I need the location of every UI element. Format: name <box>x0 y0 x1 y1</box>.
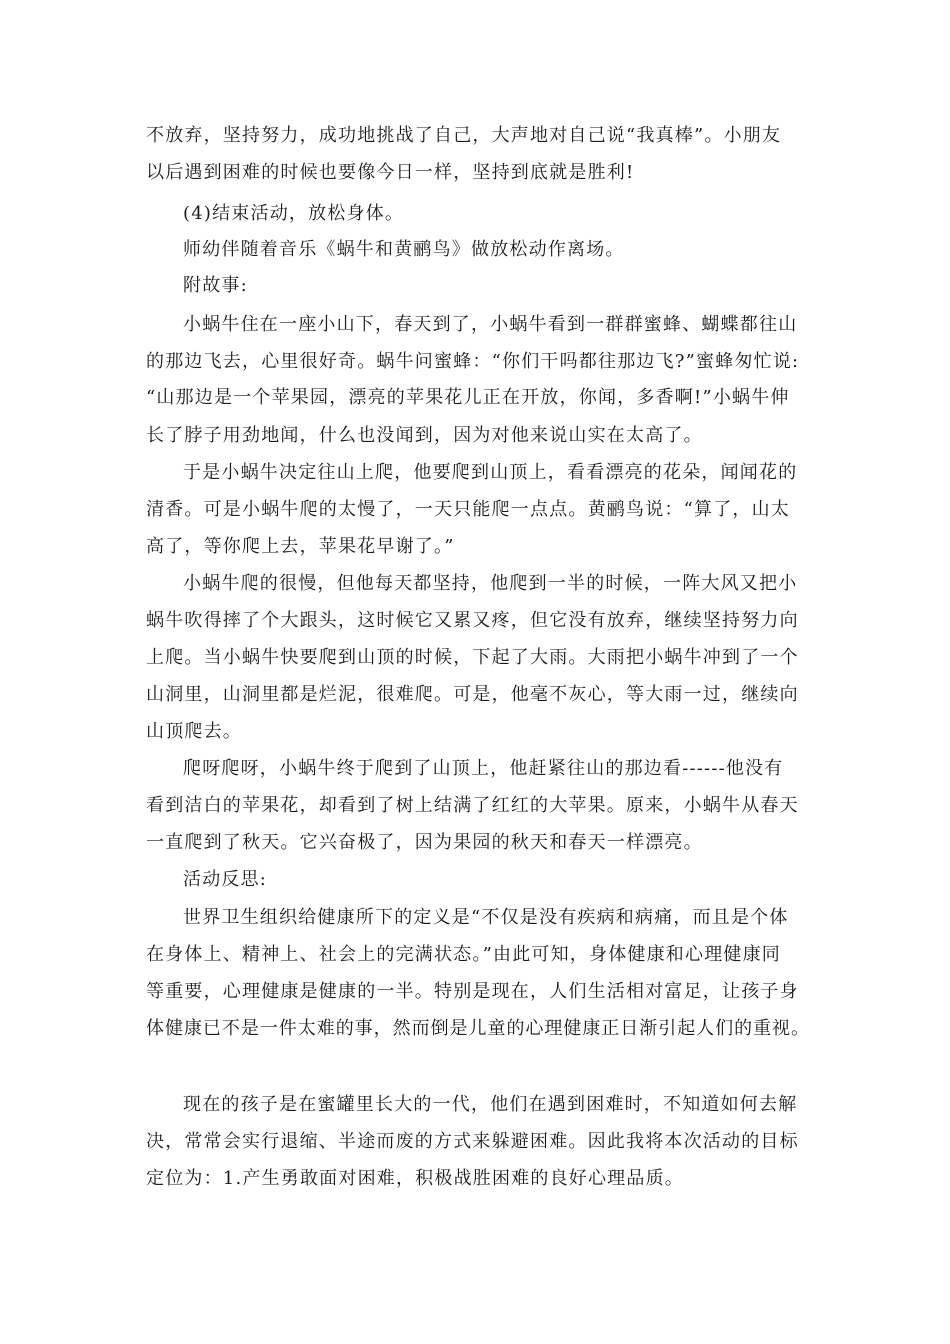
text-line: 活动反思: <box>183 869 268 890</box>
text-line: 小蜗牛爬的很慢，但他每天都坚持，他爬到一半的时候，一阵大风又把小 <box>183 573 798 594</box>
text-line: 等重要，心理健康是健康的一半。特别是现在，人们生活相对富足，让孩子身 <box>146 981 799 1002</box>
text-line: 不放弃，坚持努力，成功地挑战了自己，大声地对自己说“我真棒”。小朋友 <box>146 125 782 146</box>
text-line: 的那边飞去，心里很好奇。蜗牛问蜜蜂：“你们干吗都往那边飞?”蜜蜂匆忙说: <box>146 351 800 372</box>
text-line: 一直爬到了秋天。它兴奋极了，因为果园的秋天和春天一样漂亮。 <box>146 832 703 853</box>
text-line: 附故事: <box>183 275 248 296</box>
text-line: 定位为：1.产生勇敢面对困难，积极战胜困难的良好心理品质。 <box>146 1168 684 1189</box>
text-line: 以后遇到困难的时候也要像今日一样，坚持到底就是胜利! <box>146 162 635 183</box>
text-line: 高了，等你爬上去，苹果花早谢了。” <box>146 536 455 557</box>
text-line: 看到洁白的苹果花，却看到了树上结满了红红的大苹果。原来，小蜗牛从春天 <box>146 795 799 816</box>
text-line: “山那边是一个苹果园，漂亮的苹果花儿正在开放，你闻，多香啊!”小蜗牛伸 <box>146 387 790 408</box>
text-line: 山顶爬去。 <box>146 721 242 742</box>
text-line: 山洞里，山洞里都是烂泥，很难爬。可是，他毫不灰心，等大雨一过，继续向 <box>146 684 799 705</box>
text-line: 上爬。当小蜗牛快要爬到山顶的时候，下起了大雨。大雨把小蜗牛冲到了一个 <box>146 647 799 668</box>
text-line: 爬呀爬呀，小蜗牛终于爬到了山顶上，他赶紧往山的那边看------他没有 <box>183 758 784 779</box>
text-line: 体健康已不是一件太难的事，然而倒是儿童的心理健康正日渐引起人们的重视。 <box>146 1018 810 1039</box>
text-line: 蜗牛吹得摔了个大跟头，这时候它又累又疼，但它没有放弃，继续坚持努力向 <box>146 610 799 631</box>
text-line: (4)结束活动，放松身体。 <box>183 203 405 224</box>
text-line: 于是小蜗牛决定往山上爬，他要爬到山顶上，看看漂亮的花朵，闻闻花的 <box>183 462 798 483</box>
text-line: 小蜗牛住在一座小山下，春天到了，小蜗牛看到一群群蜜蜂、蝴蝶都往山 <box>183 314 798 335</box>
text-line: 决，常常会实行退缩、半途而废的方式来躲避困难。因此我将本次活动的目标 <box>146 1131 799 1152</box>
text-line: 长了脖子用劲地闻，什么也没闻到，因为对他来说山实在太高了。 <box>146 425 703 446</box>
text-line: 世界卫生组织给健康所下的定义是“不仅是没有疾病和病痛，而且是个体 <box>183 907 789 928</box>
text-line: 在身体上、精神上、社会上的完满状态。”由此可知，身体健康和心理健康同 <box>146 944 781 965</box>
text-line: 师幼伴随着音乐《蜗牛和黄鹂鸟》做放松动作离场。 <box>183 239 625 260</box>
text-line: 清香。可是小蜗牛爬的太慢了，一天只能爬一点点。黄鹂鸟说：“算了，山太 <box>146 499 790 520</box>
text-line: 现在的孩子是在蜜罐里长大的一代，他们在遇到困难时，不知道如何去解 <box>183 1094 798 1115</box>
